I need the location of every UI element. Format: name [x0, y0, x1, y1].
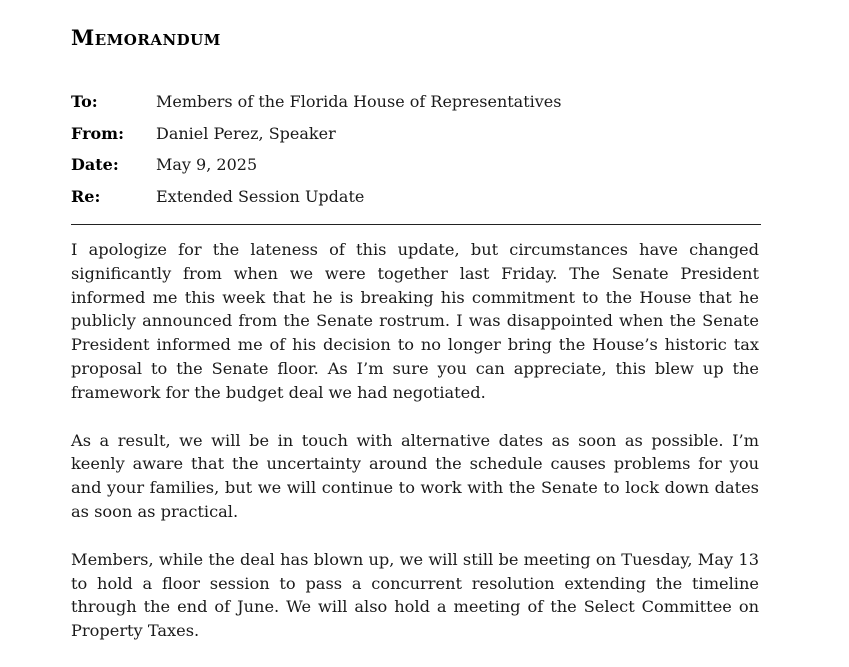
memo-title: Memorandum	[71, 25, 221, 50]
header-row-date	[71, 151, 759, 183]
header-value-from: Daniel Perez, Speaker	[156, 123, 336, 143]
header-label-to: To:	[71, 92, 98, 111]
header-label-date: Date:	[71, 155, 119, 174]
header-row-re	[71, 183, 759, 215]
memo-header	[71, 88, 759, 214]
header-value-re: Extended Session Update	[156, 186, 365, 206]
body-paragraph-1: I apologize for the lateness of this update, but circumstances have changed significantly from when we were together last Friday. The Senate President informed me this week that he is breaking his commitment to the House that he publicly announced from the Senate rostrum. I was disappointed when the Senate President informed me of his decision to no longer bring the House’s historic tax proposal to the Senate floor. As I’m sure you can appreciate, this blew up the framework for the budget deal we had negotiated.	[71, 240, 759, 402]
header-label-re: Re:	[71, 186, 101, 206]
header-value-date: May 9, 2025	[156, 155, 258, 174]
header-divider	[71, 224, 761, 225]
body-paragraph-2: As a result, we will be in touch with alternative dates as soon as possible. I’m keenly aware that the uncertainty around the schedule causes problems for you and your families, but we will continue to work with the Senate to lock down dates as soon as practical.	[71, 430, 759, 521]
body-paragraph-3: Members, while the deal has blown up, we will still be meeting on Tuesday, May 13 to hold a floor session to pass a concurrent resolution extending the timeline through the end of June. We will also hold a meeting of the Select Committee on Property Taxes.	[71, 549, 759, 641]
header-label-from: From:	[71, 123, 125, 143]
header-row-to	[71, 88, 759, 120]
header-value-to: Members of the Florida House of Representatives	[156, 92, 562, 111]
header-row-from	[71, 120, 759, 152]
memo-body	[71, 238, 759, 667]
